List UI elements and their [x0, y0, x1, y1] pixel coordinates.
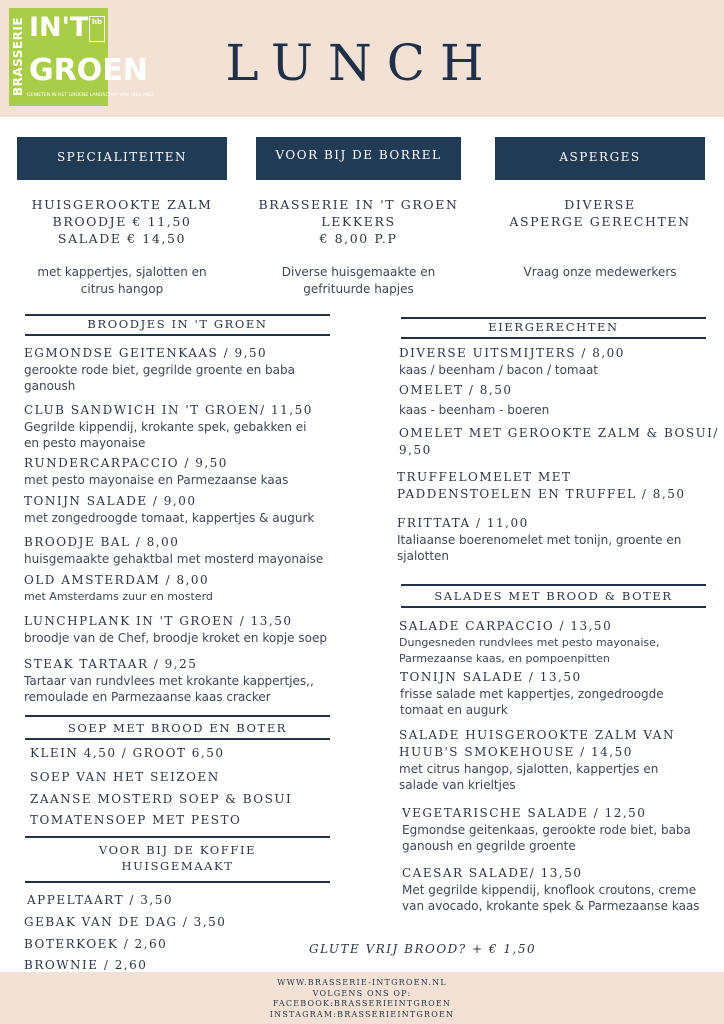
special-title-line: LEKKERS — [321, 214, 396, 229]
menu-item — [399, 425, 719, 459]
menu-item-desc: Met gegrilde kippendij, knoflook croutons, creme — [402, 883, 697, 897]
section-header-soep: SOEP MET BROOD EN BOTER — [67, 721, 288, 735]
menu-item-name: OMELET / 8,50 — [399, 383, 513, 397]
special-lekkers — [256, 196, 461, 298]
menu-item-name: BROODJE BAL / 8,00 — [24, 535, 180, 549]
menu-item-desc: gerookte rode biet, gegrilde groente en baba — [24, 363, 295, 377]
menu-item-desc: met Amsterdams zuur en mosterd — [24, 590, 213, 603]
page-title: LUNCH — [225, 34, 499, 92]
menu-item-desc: frisse salade met kappertjes, zongedroogde — [400, 687, 664, 701]
menu-item — [397, 469, 686, 503]
divider — [401, 317, 706, 319]
divider — [401, 337, 706, 339]
koffie-item: APPELTAART / 3,50 — [27, 893, 173, 907]
menu-item-name: EGMONDSE GEITENKAAS / 9,50 — [24, 346, 268, 360]
menu-item-desc: kaas - beenham - boeren — [399, 403, 550, 417]
menu-item-name: RUNDERCARPACCIO / 9,50 — [24, 456, 228, 470]
special-asperges — [495, 196, 705, 281]
menu-item-name: CLUB SANDWICH IN 'T GROEN/ 11,50 — [24, 403, 313, 417]
footer — [0, 972, 724, 1024]
logo-mark-icon: hb — [89, 16, 105, 42]
box-borrel: VOOR BIJ DE BORREL — [256, 137, 461, 180]
menu-item-desc: met pesto mayonaise en Parmezaanse kaas — [24, 473, 289, 487]
special-title-line: BROODJE € 11,50 — [52, 214, 192, 229]
divider — [25, 738, 330, 740]
menu-item-desc: Italiaanse boerenomelet met tonijn, groente en — [397, 533, 682, 547]
menu-item — [24, 455, 288, 488]
follow-label: VOLGENS ONS OP: — [312, 988, 412, 998]
special-title-line: SALADE € 14,50 — [57, 231, 187, 246]
menu-item-name: HUUB'S SMOKEHOUSE / 14,50 — [399, 745, 633, 759]
soup-item: ZAANSE MOSTERD SOEP & BOSUI — [30, 792, 293, 806]
menu-item-desc: huisgemaakte gehaktbal met mosterd mayonaise — [24, 552, 324, 566]
special-desc-line: gefrituurde hapjes — [303, 282, 414, 296]
menu-item-name: TRUFFELOMELET MET — [397, 470, 572, 484]
special-title-line: HUISGEROOKTE ZALM — [31, 197, 213, 212]
menu-item-name: STEAK TARTAAR / 9,25 — [24, 657, 198, 671]
soup-item: TOMATENSOEP MET PESTO — [30, 813, 242, 827]
menu-item — [402, 805, 691, 854]
box-specialiteiten: SPECIALITEITEN — [17, 137, 227, 180]
logo-int-text: IN'T — [29, 12, 89, 43]
koffie-item: BROWNIE / 2,60 — [24, 958, 148, 972]
menu-item-name: DIVERSE UITSMIJTERS / 8,00 — [399, 346, 625, 360]
section-header-koffie — [25, 842, 330, 874]
menu-item — [399, 345, 625, 378]
menu-item-desc: met zongedroogde tomaat, kappertjes & augurk — [24, 511, 315, 525]
special-zalm — [17, 196, 227, 298]
menu-item-name: LUNCHPLANK IN 'T GROEN / 13,50 — [24, 614, 293, 628]
menu-item-desc: salade van krieltjes — [399, 778, 516, 792]
instagram-link[interactable]: INSTAGRAM:BRASSERIEINTGROEN — [269, 1009, 455, 1019]
menu-item-name: VEGETARISCHE SALADE / 12,50 — [402, 806, 647, 820]
logo-tagline: GENIETEN IN HET GROENE LANDSCHAP VAN HOLLAND — [27, 93, 153, 98]
menu-item — [400, 669, 664, 718]
menu-item — [402, 865, 700, 914]
menu-item-desc: Parmezaanse kaas, en pompoenpitten — [399, 652, 610, 665]
menu-item — [399, 382, 549, 418]
box-asperges: ASPERGES — [495, 137, 705, 180]
menu-item — [397, 515, 681, 564]
logo-groen-text: GROEN — [29, 53, 148, 88]
menu-item-desc: Dungesneden rundvlees met pesto mayonaise, — [399, 636, 660, 649]
special-title-line: ASPERGE GERECHTEN — [509, 214, 691, 229]
menu-item-name: SALADE CARPACCIO / 13,50 — [399, 619, 613, 633]
special-desc-line: met kappertjes, sjalotten en — [37, 265, 207, 279]
menu-item-desc: en pesto mayonaise — [24, 436, 146, 450]
menu-item — [24, 493, 314, 526]
menu-item — [399, 727, 675, 793]
soup-item: SOEP VAN HET SEIZOEN — [30, 770, 220, 784]
menu-item-desc: tomaat en augurk — [400, 703, 508, 717]
menu-item-desc: kaas / beenham / bacon / tomaat — [399, 363, 599, 377]
website-link[interactable]: WWW.BRASSERIE-INTGROEN.NL — [277, 978, 447, 987]
menu-item-name: OMELET MET GEROOKTE ZALM & BOSUI/ — [399, 426, 719, 440]
menu-item — [24, 656, 314, 705]
menu-item-desc: sjalotten — [397, 549, 450, 563]
menu-item — [24, 402, 313, 451]
menu-item — [399, 618, 659, 667]
menu-item-desc: ganoush — [24, 379, 76, 393]
menu-item-name: PADDENSTOELEN EN TRUFFEL / 8,50 — [397, 487, 686, 501]
divider — [25, 836, 330, 838]
logo-brasserie-text: BRASSERIE — [11, 16, 25, 96]
koffie-item: BOTERKOEK / 2,60 — [24, 937, 168, 951]
section-header-broodjes: BROODJES IN 'T GROEN — [87, 317, 268, 331]
menu-item-desc: broodje van de Chef, broodje kroket en kopje soep — [24, 631, 327, 645]
special-title-line: BRASSERIE IN 'T GROEN — [258, 197, 459, 212]
menu-item — [24, 613, 327, 646]
special-title-line: DIVERSE — [564, 197, 636, 212]
menu-item-desc: ganoush en gegrilde groente — [402, 839, 576, 853]
menu-item — [24, 572, 213, 605]
divider — [401, 606, 706, 608]
gluten-free-note: GLUTE VRIJ BROOD? + € 1,50 — [309, 942, 537, 956]
menu-item-name: TONIJN SALADE / 9,00 — [24, 494, 197, 508]
divider — [25, 334, 330, 336]
divider — [25, 314, 330, 316]
menu-item-name: TONIJN SALADE / 13,50 — [400, 670, 582, 684]
section-header-line: HUISGEMAAKT — [121, 859, 234, 873]
menu-item — [24, 345, 295, 394]
special-desc-line: Diverse huisgemaakte en — [281, 265, 436, 279]
menu-item-name: 9,50 — [399, 443, 432, 457]
section-header-salades: SALADES MET BROOD & BOTER — [434, 589, 673, 603]
header-band — [0, 0, 724, 117]
koffie-item: GEBAK VAN DE DAG / 3,50 — [24, 915, 227, 929]
section-header-line: VOOR BIJ DE KOFFIE — [98, 843, 257, 857]
menu-item — [24, 534, 323, 567]
soup-item: KLEIN 4,50 / GROOT 6,50 — [30, 746, 225, 760]
menu-item-desc: Tartaar van rundvlees met krokante kappertjes,, — [24, 674, 314, 688]
menu-item-desc: van avocado, krokante spek & Parmezaanse kaas — [402, 899, 700, 913]
menu-item-desc: met citrus hangop, sjalotten, kappertjes en — [399, 762, 659, 776]
menu-item-name: OLD AMSTERDAM / 8,00 — [24, 573, 210, 587]
special-desc-line: citrus hangop — [80, 282, 164, 296]
menu-item-name: CAESAR SALADE/ 13,50 — [402, 866, 583, 880]
divider — [401, 584, 706, 586]
divider — [25, 881, 330, 883]
menu-item-name: SALADE HUISGEROOKTE ZALM VAN — [399, 728, 675, 742]
menu-item-name: FRITTATA / 11,00 — [397, 516, 529, 530]
section-header-eier: EIERGERECHTEN — [488, 320, 619, 334]
menu-item-desc: remoulade en Parmezaanse kaas cracker — [24, 690, 271, 704]
special-title-line: € 8,00 P.P — [319, 231, 398, 246]
divider — [25, 715, 330, 717]
facebook-link[interactable]: FACEBOOK:BRASSERIEINTGROEN — [272, 999, 452, 1008]
menu-item-desc: Gegrilde kippendij, krokante spek, gebakken ei — [24, 420, 307, 434]
menu-item-desc: Egmondse geitenkaas, gerookte rode biet, baba — [402, 823, 691, 837]
special-desc-line: Vraag onze medewerkers — [523, 265, 677, 279]
